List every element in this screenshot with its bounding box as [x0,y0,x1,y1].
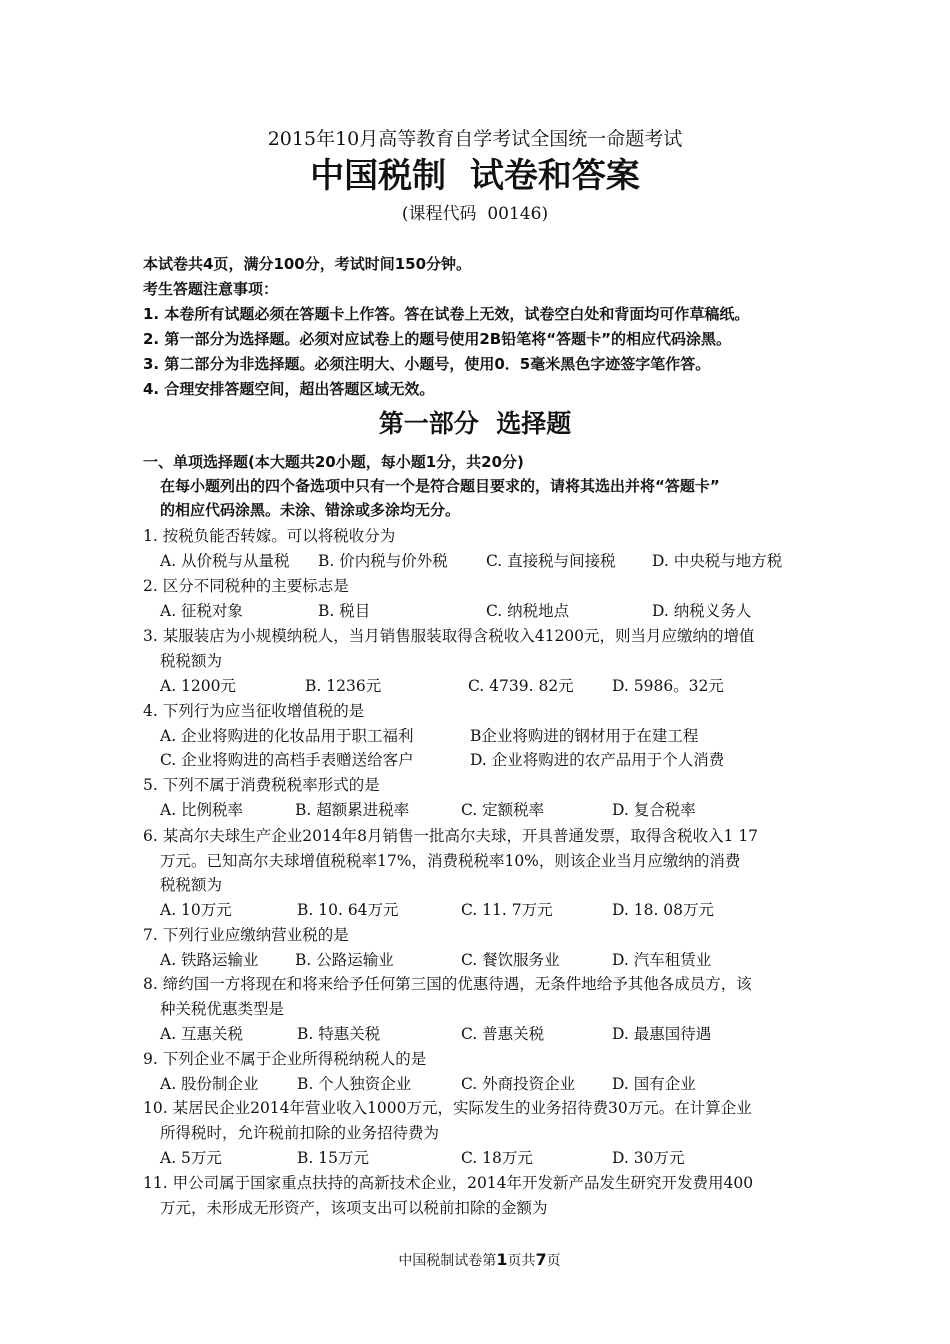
answer-option: D. 中央税与地方税 [652,552,783,570]
footer-suffix: 页 [546,1253,561,1269]
section-instruction: 的相应代码涂黑。未涂、错涂或多涂均无分。 [160,501,461,519]
footer-total-pages: 7 [535,1250,547,1269]
answer-option: B. 个人独资企业 [297,1075,412,1093]
answer-option: C. 定额税率 [461,801,545,819]
notice-heading: 考生答题注意事项： [143,280,279,298]
answer-option: D. 18. 08万元 [612,901,715,919]
answer-option: A. 10万元 [160,901,232,919]
answer-option: C. 18万元 [461,1149,533,1167]
question-text: 7. 下列行业应缴纳营业税的是 [143,926,349,944]
answer-option: C. 企业将购进的高档手表赠送给客户 [160,751,414,769]
question-text: 2. 区分不同税种的主要标志是 [143,577,349,595]
question-text: 3. 某服装店为小规模纳税人，当月销售服装取得含税收入41200元，则当月应缴纳的增值 [143,627,755,645]
answer-option: D. 复合税率 [612,801,696,819]
answer-option: B. 1236元 [305,677,382,695]
question-text: 万元，未形成无形资产，该项支出可以税前扣除的金额为 [160,1199,548,1217]
answer-option: B. 税目 [318,602,371,620]
answer-option: A. 铁路运输业 [160,951,259,969]
question-text: 8. 缔约国一方将现在和将来给予任何第三国的优惠待遇，无条件地给予其他各成员方，该 [143,975,752,993]
answer-option: B. 超额累进税率 [295,801,410,819]
question-text: 税税额为 [160,876,223,894]
answer-option: A. 股份制企业 [160,1075,259,1093]
question-text: 1. 按税负能否转嫁。可以将税收分为 [143,527,396,545]
notice-item: 3. 第二部分为非选择题。必须注明大、小题号，使用0．5毫米黑色字迹签字笔作答。 [143,355,711,373]
exam-subtitle: 2015年10月高等教育自学考试全国统一命题考试 [267,128,683,150]
answer-option: C. 普惠关税 [461,1025,545,1043]
question-text: 税税额为 [160,652,223,670]
answer-option: B企业将购进的钢材用于在建工程 [470,727,699,745]
question-text: 万元。已知高尔夫球增值税税率17%，消费税税率10%，则该企业当月应缴纳的消费 [160,852,741,870]
answer-option: B. 10. 64万元 [297,901,399,919]
question-text: 4. 下列行为应当征收增值税的是 [143,702,365,720]
notice-item: 1. 本卷所有试题必须在答题卡上作答。答在试卷上无效，试卷空白处和背面均可作草稿纸。 [143,305,750,323]
answer-option: C. 外商投资企业 [461,1075,576,1093]
answer-option: B. 公路运输业 [295,951,394,969]
answer-option: B. 特惠关税 [297,1025,381,1043]
answer-option: D. 汽车租赁业 [612,951,712,969]
answer-option: A. 企业将购进的化妆品用于职工福利 [160,727,414,745]
answer-option: D. 5986。32元 [612,677,724,695]
answer-option: D. 纳税义务人 [652,602,752,620]
answer-option: B. 价内税与价外税 [318,552,448,570]
answer-option: C. 直接税与间接税 [486,552,616,570]
question-text: 所得税时，允许税前扣除的业务招待费为 [160,1124,440,1142]
footer-page-number: 1 [496,1250,508,1269]
page-footer [0,1230,950,1271]
answer-option: C. 纳税地点 [486,602,570,620]
footer-prefix: 中国税制试卷第 [398,1253,497,1269]
answer-option: A. 征税对象 [160,602,244,620]
notice-item: 2. 第一部分为选择题。必须对应试卷上的题号使用2B铅笔将“答题卡”的相应代码涂黑。 [143,330,731,348]
page-title: 中国税制 试卷和答案 [310,156,640,196]
answer-option: A. 1200元 [160,677,236,695]
answer-option: A. 互惠关税 [160,1025,244,1043]
notice-item: 4. 合理安排答题空间，超出答题区域无效。 [143,380,435,398]
answer-option: A. 比例税率 [160,801,244,819]
section-heading: 一、单项选择题(本大题共20小题，每小题1分，共20分) [143,453,524,471]
answer-option: A. 从价税与从量税 [160,552,290,570]
answer-option: B. 15万元 [297,1149,369,1167]
section-instruction: 在每小题列出的四个备选项中只有一个是符合题目要求的，请将其选出并将“答题卡” [160,477,720,495]
answer-option: C. 餐饮服务业 [461,951,560,969]
question-text: 种关税优惠类型是 [160,1000,285,1018]
footer-middle: 页共 [507,1253,536,1269]
answer-option: D. 企业将购进的农产品用于个人消费 [470,751,725,769]
part-title: 第一部分 选择题 [378,409,572,438]
answer-option: D. 30万元 [612,1149,685,1167]
answer-option: D. 国有企业 [612,1075,696,1093]
answer-option: D. 最惠国待遇 [612,1025,712,1043]
answer-option: A. 5万元 [160,1149,222,1167]
question-text: 9. 下列企业不属于企业所得税纳税人的是 [143,1050,427,1068]
exam-summary: 本试卷共4页，满分100分，考试时间150分钟。 [143,255,472,273]
answer-option: C. 4739. 82元 [468,677,574,695]
answer-option: C. 11. 7万元 [461,901,553,919]
question-text: 11. 甲公司属于国家重点扶持的高新技术企业，2014年开发新产品发生研究开发费用400 [143,1174,754,1192]
course-code: (课程代码 00146) [401,204,549,224]
question-text: 5. 下列不属于消费税税率形式的是 [143,776,380,794]
question-text: 10. 某居民企业2014年营业收入1000万元，实际发生的业务招待费30万元。在计算企业 [143,1099,752,1117]
question-text: 6. 某高尔夫球生产企业2014年8月销售一批高尔夫球，开具普通发票，取得含税收入1 17 [143,827,759,845]
